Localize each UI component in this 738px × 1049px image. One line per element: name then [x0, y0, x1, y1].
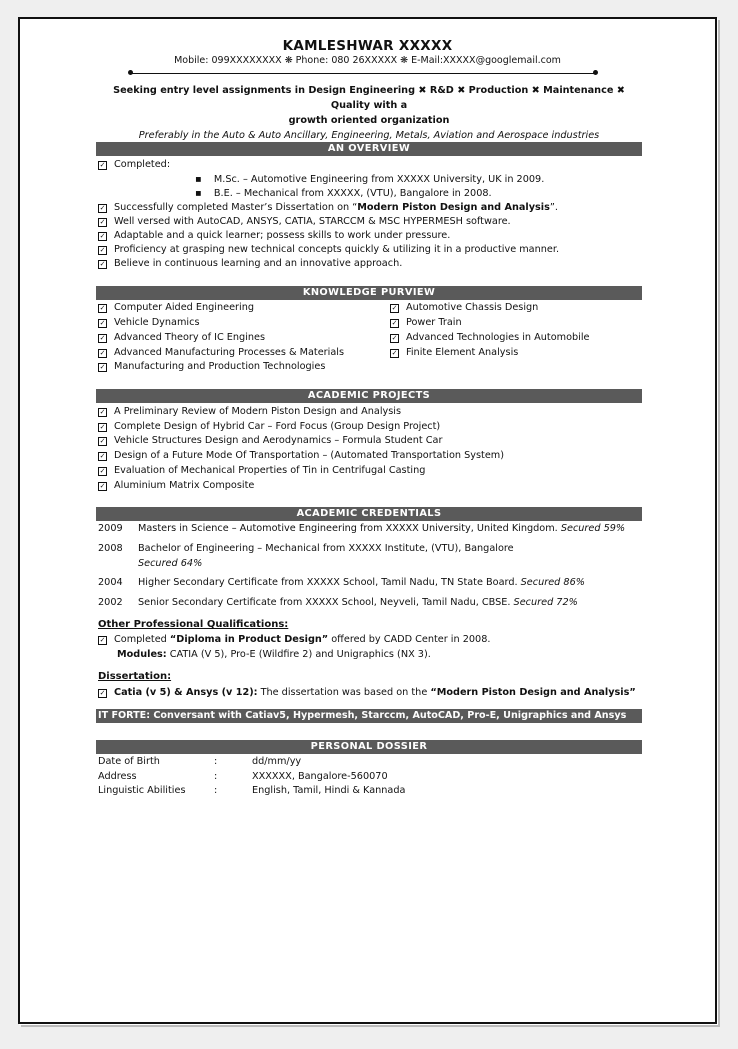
knowledge-text: Manufacturing and Production Technologies — [114, 361, 326, 372]
checkbox-icon: ✓ — [99, 319, 106, 327]
knowledge-text: Computer Aided Engineering — [114, 302, 255, 313]
other-qualifications-heading: Other Professional Qualifications: — [98, 619, 289, 630]
checkbox-icon: ✓ — [99, 334, 106, 342]
personal-label: Date of Birth — [98, 756, 160, 767]
overview-point-text: Proficiency at grasping new technical concepts quickly & utilizing it in a productive manner. — [114, 244, 560, 255]
project-text: A Preliminary Review of Modern Piston Design and Analysis — [114, 406, 402, 417]
credential-description: Higher Secondary Certificate from XXXXX School, Tamil Nadu, TN State Board. — [138, 577, 521, 588]
checkbox-icon: ✓ — [99, 218, 106, 226]
overview-point — [98, 257, 402, 271]
credential-year: 2002 — [98, 597, 123, 608]
knowledge-item — [390, 331, 590, 345]
checkbox-icon: ✓ — [99, 467, 106, 475]
checkbox-icon: ✓ — [99, 161, 106, 169]
project-item — [98, 405, 401, 419]
degree-item: ▪ M.Sc. – Automotive Engineering from XXXXX University, UK in 2009. — [195, 174, 545, 185]
diploma-suffix: offered by CADD Center in 2008. — [328, 634, 491, 645]
diploma-item — [98, 633, 490, 647]
project-item — [98, 420, 440, 434]
checkbox-icon: ✓ — [99, 437, 106, 445]
objective-line-2: growth oriented organization — [288, 115, 450, 126]
knowledge-text: Vehicle Dynamics — [114, 317, 200, 328]
knowledge-item — [98, 316, 200, 330]
diploma-prefix: Completed — [114, 634, 170, 645]
credential-text: Bachelor of Engineering – Mechanical from XXXXX Institute, (VTU), Bangalore — [138, 543, 514, 554]
dissertation-topic: “Modern Piston Design and Analysis” — [430, 687, 636, 698]
checkbox-icon: ✓ — [99, 408, 106, 416]
credential-score: Secured 59% — [560, 523, 626, 534]
objective — [96, 83, 642, 143]
credential-score: Secured 72% — [513, 597, 578, 608]
credential-description: Masters in Science – Automotive Engineering from XXXXX University, United Kingdom. — [138, 523, 561, 534]
credential-year: 2008 — [98, 543, 123, 554]
dissertation-prefix: Successfully completed Master’s Dissertation on “ — [114, 202, 358, 213]
modules-label: Modules: — [117, 649, 167, 660]
credential-score: Secured 64% — [138, 558, 203, 569]
section-overview-header: AN OVERVIEW — [96, 142, 642, 156]
modules-line — [117, 648, 431, 662]
dissertation-title: Modern Piston Design and Analysis — [357, 202, 550, 213]
diploma-title: “Diploma in Product Design” — [169, 634, 329, 645]
project-text: Design of a Future Mode Of Transportation – (Automated Transportation System) — [114, 450, 504, 461]
checkbox-icon: ✓ — [99, 304, 106, 312]
personal-separator: : — [214, 771, 218, 782]
degree-item: ▪ B.E. – Mechanical from XXXXX, (VTU), Bangalore in 2008. — [195, 188, 492, 199]
project-text: Complete Design of Hybrid Car – Ford Focus (Group Design Project) — [114, 421, 441, 432]
checkbox-icon: ✓ — [391, 334, 398, 342]
dissertation-item — [98, 686, 636, 700]
contact-line: Mobile: 099XXXXXXXX ❋ Phone: 080 26XXXXX ❋ E-Mail:XXXXX@googlemail.com — [174, 55, 561, 66]
section-knowledge-header: KNOWLEDGE PURVIEW — [96, 286, 642, 300]
section-personal-header: PERSONAL DOSSIER — [96, 740, 642, 754]
project-text: Evaluation of Mechanical Properties of Tin in Centrifugal Casting — [114, 465, 426, 476]
overview-point — [98, 229, 450, 243]
section-credentials-header: ACADEMIC CREDENTIALS — [96, 507, 642, 521]
personal-separator: : — [214, 756, 218, 767]
credential-year: 2004 — [98, 577, 123, 588]
checkbox-icon: ✓ — [391, 349, 398, 357]
overview-point-text: Believe in continuous learning and an innovative approach. — [114, 258, 403, 269]
knowledge-item — [98, 301, 254, 315]
overview-point-text: Adaptable and a quick learner; possess skills to work under pressure. — [114, 230, 451, 241]
credential-description: Senior Secondary Certificate from XXXXX School, Neyveli, Tamil Nadu, CBSE. — [138, 597, 514, 608]
checkbox-icon: ✓ — [391, 304, 398, 312]
project-item — [98, 479, 254, 493]
credential-text — [138, 522, 625, 536]
project-text: Aluminium Matrix Composite — [114, 480, 255, 491]
project-text: Vehicle Structures Design and Aerodynamics – Formula Student Car — [114, 435, 443, 446]
knowledge-item — [98, 346, 344, 360]
dissertation-heading: Dissertation: — [98, 671, 172, 682]
checkbox-icon: ✓ — [99, 204, 106, 212]
personal-separator: : — [214, 785, 218, 796]
overview-completed — [98, 158, 170, 172]
credential-year: 2009 — [98, 523, 123, 534]
personal-value: dd/mm/yy — [252, 756, 302, 767]
personal-value: XXXXXX, Bangalore-560070 — [252, 771, 388, 782]
checkbox-icon: ✓ — [99, 452, 106, 460]
knowledge-text: Finite Element Analysis — [406, 347, 519, 358]
knowledge-text: Automotive Chassis Design — [406, 302, 539, 313]
overview-dissertation — [98, 201, 558, 215]
credential-score: Secured 86% — [520, 577, 585, 588]
credential-text — [138, 576, 585, 590]
knowledge-item — [390, 346, 518, 360]
overview-point — [98, 243, 559, 257]
checkbox-icon: ✓ — [99, 423, 106, 431]
knowledge-item — [390, 301, 538, 315]
knowledge-text: Power Train — [406, 317, 462, 328]
knowledge-text: Advanced Theory of IC Engines — [114, 332, 266, 343]
header-divider — [130, 73, 596, 74]
objective-industries: Preferably in the Auto & Auto Ancillary, Engineering, Metals, Aviation and Aerospace industries — [138, 130, 600, 141]
checkbox-icon: ✓ — [99, 232, 106, 240]
dissertation-text: The dissertation was based on the — [257, 687, 431, 698]
checkbox-icon: ✓ — [99, 246, 106, 254]
section-projects-header: ACADEMIC PROJECTS — [96, 389, 642, 403]
checkbox-icon: ✓ — [391, 319, 398, 327]
checkbox-icon: ✓ — [99, 363, 106, 371]
checkbox-icon: ✓ — [99, 260, 106, 268]
checkbox-icon: ✓ — [99, 349, 106, 357]
overview-point — [98, 215, 511, 229]
project-item — [98, 449, 504, 463]
objective-line-1: Seeking entry level assignments in Design Engineering ✖ R&D ✖ Production ✖ Maintenance ✖ Quality with a — [113, 85, 625, 111]
it-forte-bar: IT FORTE: Conversant with Catiav5, Hypermesh, Starccm, AutoCAD, Pro-E, Unigraphics and Ansys — [96, 709, 642, 723]
overview-completed-label: Completed: — [114, 159, 171, 170]
divider-dot-right — [593, 70, 598, 75]
overview-point-text: Well versed with AutoCAD, ANSYS, CATIA, STARCCM & MSC HYPERMESH software. — [114, 216, 511, 227]
knowledge-item — [98, 331, 265, 345]
knowledge-text: Advanced Manufacturing Processes & Materials — [114, 347, 345, 358]
divider-dot-left — [128, 70, 133, 75]
checkbox-icon: ✓ — [99, 636, 106, 644]
credential-text — [138, 596, 578, 610]
checkbox-icon: ✓ — [99, 482, 106, 490]
degree-text: B.E. – Mechanical from XXXXX, (VTU), Bangalore in 2008. — [213, 188, 492, 199]
dissertation-suffix: ”. — [549, 202, 558, 213]
personal-label: Linguistic Abilities — [98, 785, 186, 796]
knowledge-item — [98, 360, 325, 374]
modules-text: CATIA (V 5), Pro-E (Wildfire 2) and Unigraphics (NX 3). — [166, 649, 431, 660]
knowledge-item — [390, 316, 462, 330]
degree-text: M.Sc. – Automotive Engineering from XXXXX University, UK in 2009. — [213, 174, 545, 185]
personal-value: English, Tamil, Hindi & Kannada — [252, 785, 406, 796]
candidate-name: KAMLESHWAR XXXXX — [282, 38, 453, 54]
personal-label: Address — [98, 771, 137, 782]
project-item — [98, 464, 425, 478]
project-item — [98, 434, 442, 448]
resume-page — [18, 17, 717, 1024]
dissertation-tools: Catia (v 5) & Ansys (v 12): — [114, 687, 258, 698]
knowledge-text: Advanced Technologies in Automobile — [406, 332, 590, 343]
checkbox-icon: ✓ — [99, 689, 106, 697]
